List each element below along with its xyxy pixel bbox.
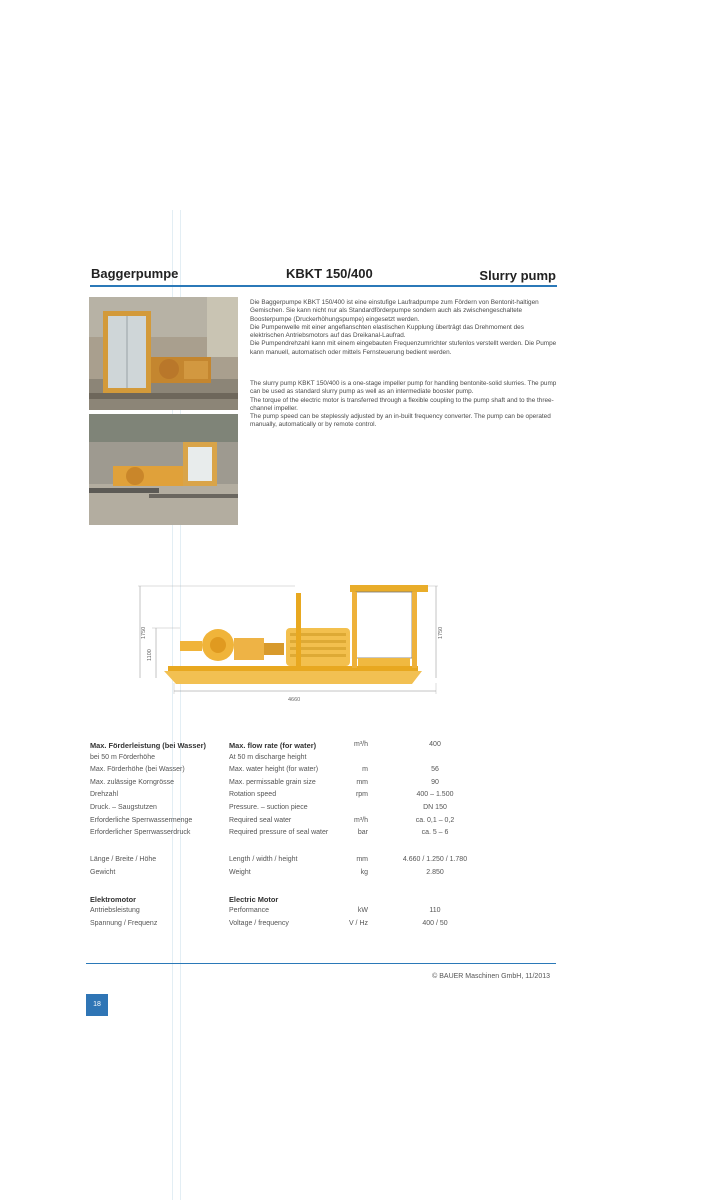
- heading-english: Slurry pump: [479, 268, 556, 283]
- description-paragraph: The pump speed can be steplessly adjusted by an in-built frequency converter. The pump can be operated manually, automatically or by remote control.: [250, 413, 551, 429]
- spec-label-english: Performance: [229, 907, 270, 914]
- spec-label-german: Antriebsleistung: [90, 907, 140, 914]
- motor-heading-english: Electric Motor: [229, 895, 279, 904]
- spec-unit: m³/h: [354, 741, 368, 748]
- spec-unit: m³/h: [354, 816, 368, 824]
- spec-label-english: Length / width / height: [229, 856, 298, 863]
- spec-value: 56: [431, 766, 439, 774]
- spec-unit: bar: [357, 829, 368, 837]
- copyright: © BAUER Maschinen GmbH, 11/2013: [432, 973, 550, 980]
- page-number: 18: [86, 994, 108, 1016]
- motor-heading-german: Elektromotor: [90, 895, 136, 904]
- description-german: [250, 299, 558, 357]
- spec-value: 90: [431, 778, 439, 786]
- spec-label-german: Druck. – Saugstutzen: [90, 804, 157, 811]
- dimension-label: 1100: [147, 649, 153, 661]
- spec-label-german: Länge / Breite / Höhe: [90, 856, 157, 863]
- spec-label-german: Drehzahl: [90, 791, 119, 799]
- spec-label-german: bei 50 m Förderhöhe: [90, 753, 155, 761]
- spec-label-english: Rotation speed: [229, 791, 277, 799]
- header-rule: [90, 285, 557, 287]
- technical-drawing: [130, 583, 450, 708]
- spec-label-german: Spannung / Frequenz: [90, 919, 158, 927]
- description-paragraph: The torque of the electric motor is transferred through a flexible coupling to the pump shaft and to the three-channel impeller.: [250, 396, 554, 412]
- spec-unit: m: [362, 766, 368, 774]
- spec-unit: V / Hz: [348, 919, 368, 927]
- spec-label-english: Max. flow rate (for water): [229, 741, 317, 750]
- spec-unit: kW: [357, 907, 368, 914]
- spec-value: 2.850: [426, 868, 444, 876]
- heading-german: Baggerpumpe: [91, 266, 179, 281]
- spec-label-english: Weight: [229, 868, 251, 876]
- spec-label-english: Required pressure of seal water: [229, 829, 329, 837]
- spec-value: 4.660 / 1.250 / 1.780: [402, 856, 468, 863]
- spec-value: 400 – 1.500: [416, 791, 454, 799]
- spec-unit: rpm: [355, 791, 368, 799]
- spec-label-english: Voltage / frequency: [229, 919, 289, 927]
- spec-value: ca. 0,1 – 0,2: [415, 816, 455, 824]
- photo-pump-site: [89, 297, 238, 410]
- description-paragraph: Die Pumpendrehzahl kann mit einem eingebauten Frequenzumrichter stufenlos verstellt werden. Die Pumpe kann manuell, automatisch oder mittels Fernsteuerung bedient werden.: [250, 340, 557, 356]
- spec-label-german: Max. zulässige Korngrösse: [90, 778, 175, 786]
- dimension-label: 1750: [438, 626, 444, 639]
- footer-rule: [86, 963, 556, 964]
- spec-label-german: Max. Förderhöhe (bei Wasser): [90, 766, 185, 774]
- spec-label-german: Gewicht: [90, 868, 116, 876]
- spec-label-english: At 50 m discharge height: [229, 753, 307, 761]
- spec-label-german: Max. Förderleistung (bei Wasser): [90, 741, 206, 750]
- spec-label-english: Required seal water: [229, 816, 292, 824]
- spec-label-english: Max. water height (for water): [229, 766, 319, 774]
- description-paragraph: The slurry pump KBKT 150/400 is a one-stage impeller pump for handling bentonite-solid slurries. The pump can be used as standard slurry pump as well as an intermediate booster pump.: [250, 380, 557, 396]
- model-name: KBKT 150/400: [286, 266, 373, 281]
- spec-label-english: Pressure. – suction piece: [229, 804, 308, 811]
- description-paragraph: Die Baggerpumpe KBKT 150/400 ist eine einstufige Laufradpumpe zum Fördern von Bentonit-haltigen Gemischen. Sie kann nicht nur als Standardförderpumpe sondern auch als zwischengeschaltete Boosterpumpe (Druckerhöhungspumpe) eingesetzt werden.: [250, 299, 539, 323]
- spec-unit: mm: [356, 778, 368, 786]
- photo-pump-outdoor: [89, 414, 238, 525]
- description-english: [250, 380, 558, 430]
- spec-label-english: Max. permissable grain size: [229, 778, 316, 786]
- dimension-label: 4660: [288, 697, 301, 703]
- description-paragraph: Die Pumpenwelle mit einer angeflanschten elastischen Kupplung überträgt das Drehmoment des elektrischen Antriebsmotors auf das Dreikanal-Laufrad.: [250, 323, 524, 340]
- spec-value: 110: [429, 907, 441, 914]
- spec-value: ca. 5 – 6: [421, 829, 449, 837]
- spec-value: 400 / 50: [422, 919, 448, 927]
- spec-value: 400: [429, 741, 441, 748]
- spec-unit: kg: [360, 868, 368, 876]
- spec-label-german: Erforderliche Sperrwassermenge: [90, 816, 193, 824]
- spec-label-german: Erforderlicher Sperrwasserdruck: [90, 829, 191, 837]
- spec-unit: mm: [356, 856, 368, 863]
- spec-value: DN 150: [423, 804, 447, 811]
- dimension-label: 1750: [141, 626, 147, 639]
